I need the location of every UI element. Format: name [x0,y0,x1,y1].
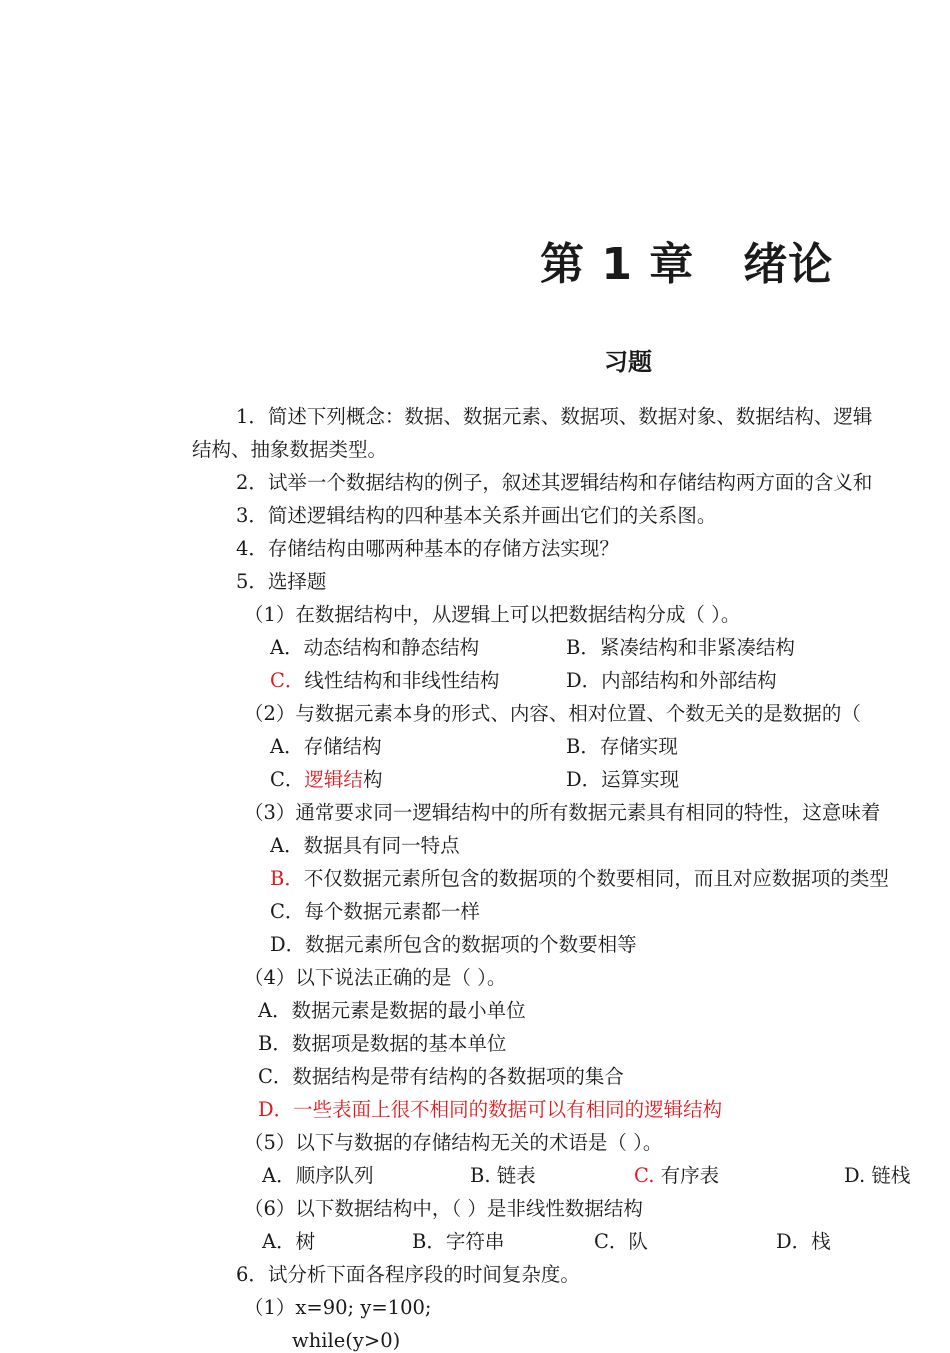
choice-4-option-d: D．一些表面上很不相同的数据可以有相同的逻辑结构 [258,1098,723,1121]
answer-mark: C． [270,669,305,692]
question-2: 2．试举一个数据结构的例子，叙述其逻辑结构和存储结构两方面的含义和 [236,471,873,494]
choice-3-option-a: A．数据具有同一特点 [270,834,460,857]
choice-6-option-b: B．字符串 [412,1230,505,1253]
chapter-title: 第 1 章 绪论 [540,239,834,290]
question-4: 4．存储结构由哪两种基本的存储方法实现？ [236,537,619,560]
choice-2-option-b: B．存储实现 [566,735,678,758]
choice-5-option-a: A．顺序队列 [262,1164,374,1187]
question-1-line-2: 结构、抽象数据类型。 [192,438,388,461]
choice-2-stem: （2）与数据元素本身的形式、内容、相对位置、个数无关的是数据的（ [244,702,861,725]
answer-highlight: 逻辑结 [304,768,363,791]
choice-5-option-c: C. 有序表 [634,1164,720,1187]
choice-6-option-a: A．树 [262,1230,316,1253]
choice-2-option-c: C．逻辑结构 [270,768,383,791]
question-6: 6．试分析下面各程序段的时间复杂度。 [236,1263,580,1286]
choice-2-option-a: A．存储结构 [270,735,382,758]
choice-1-option-b: B．紧凑结构和非紧凑结构 [566,636,795,659]
choice-5-option-b: B. 链表 [470,1164,536,1187]
choice-1-option-a: A．动态结构和静态结构 [270,636,480,659]
choice-6-stem: （6）以下数据结构中，（ ）是非线性数据结构 [244,1197,643,1220]
answer-mark: B． [270,867,304,890]
question-1-line-1: 1．简述下列概念：数据、数据元素、数据项、数据对象、数据结构、逻辑 [236,405,873,428]
choice-2-option-d: D．运算实现 [566,768,680,791]
question-5: 5．选择题 [236,570,327,593]
code-line-2: while(y>0) [292,1329,401,1352]
choice-6-option-d: D．栈 [776,1230,831,1253]
code-line-1: （1）x=90; y=100; [244,1296,432,1319]
choice-3-option-b: B．不仅数据元素所包含的数据项的个数要相同，而且对应数据项的类型 [270,867,889,890]
choice-4-option-c: C．数据结构是带有结构的各数据项的集合 [258,1065,624,1088]
choice-3-stem: （3）通常要求同一逻辑结构中的所有数据元素具有相同的特性，这意味着 [244,801,881,824]
question-3: 3．简述逻辑结构的四种基本关系并画出它们的关系图。 [236,504,717,527]
choice-1-stem: （1）在数据结构中，从逻辑上可以把数据结构分成（ ）。 [244,603,741,626]
choice-3-option-c: C．每个数据元素都一样 [270,900,480,923]
choice-4-option-b: B．数据项是数据的基本单位 [258,1032,507,1055]
section-title: 习题 [604,348,652,376]
choice-1-option-d: D．内部结构和外部结构 [566,669,777,692]
answer-mark: C. [634,1164,655,1187]
choice-5-option-d: D. 链栈 [844,1164,911,1187]
choice-4-stem: （4）以下说法正确的是（ ）。 [244,966,507,989]
choice-6-option-c: C．队 [594,1230,648,1253]
choice-5-stem: （5）以下与数据的存储结构无关的术语是（ ）。 [244,1131,663,1154]
choice-3-option-d: D．数据元素所包含的数据项的个数要相等 [270,933,637,956]
choice-1-option-c: C．线性结构和非线性结构 [270,669,500,692]
choice-4-option-a: A．数据元素是数据的最小单位 [258,999,526,1022]
